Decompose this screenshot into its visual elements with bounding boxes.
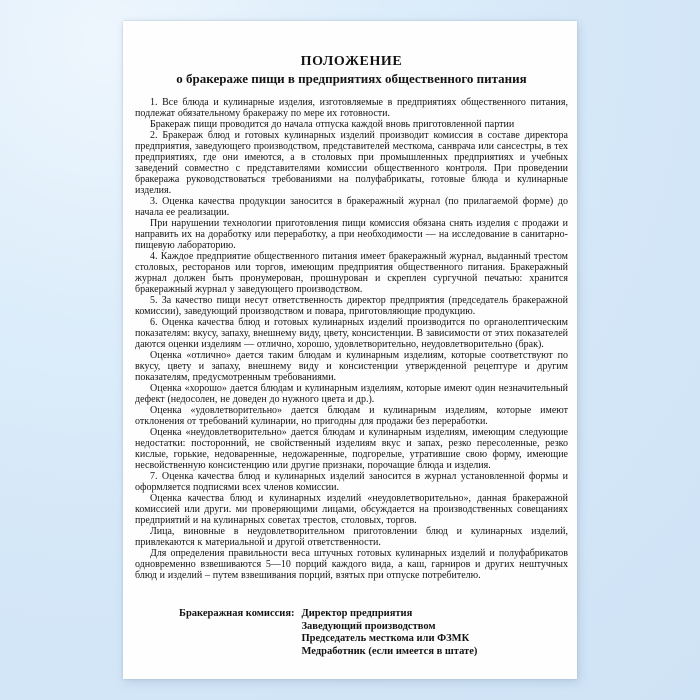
document-subtitle: о бракераже пищи в предприятиях общественного питания [176,71,527,86]
document-title: ПОЛОЖЕНИЕ [300,54,403,69]
document-content [123,21,577,658]
paragraph: Оценка качества блюд и кулинарных изделий «неудовлетворительно», данная бракеражной комиссией или други. ми проверяющими лицами, обсуждается на производственных совещаниях предприятий и на кулинарных советах трестов, столовых, торгов. [135,493,568,526]
paragraph: 7. Оценка качества блюд и кулинарных изделий заносится в журнал установленной формы и оформляется подписями всех членов комиссии. [135,471,568,493]
commission-members [302,608,478,658]
commission-member: Директор предприятия [301,608,413,619]
paragraph: 2. Бракераж блюд и готовых кулинарных изделий производит комиссия в составе директора предприятия, заведующего производством, представителей месткома, санврача или сансестры, в тех предприятиях, где они имеются, а в столовых при промышленных предприятиях и учебных заведений совместно с представителями комиссии общественного контроля. При проведении бракеража руководствоваться требованиями на полуфабрикаты, готовые блюда и кулинарные изделия. [135,130,568,196]
document-page [123,21,577,679]
paragraph: 3. Оценка качества продукции заносится в бракеражный журнал (по прилагаемой форме) до начала ее реализации. [135,196,568,218]
document-body [135,97,568,581]
paragraph: Бракераж пищи проводится до начала отпуска каждой вновь приготовленной партии [150,119,515,130]
paragraph: Для определения правильности веса штучных готовых кулинарных изделий и полуфабрикатов одновременно взвешиваются 5—10 порций каждого вида, а каш, гарниров и других нештучных блюд и изделий – путем взвешивания порций, взятых при отпуске потребителю. [135,548,568,581]
commission-label: Бракеражная комиссия: [179,608,295,619]
paragraph: 4. Каждое предприятие общественного питания имеет бракеражный журнал, выданный трестом столовых, ресторанов или торгов, имеющим предприятия общественного питания. Бракеражный журнал должен быть пронумерован, прошнурован и скреплен сургучной печатью: хранится бракеражный журнал у заведующего производством. [135,251,568,295]
commission-member: Заведующий производством [301,620,436,632]
commission-block [135,608,568,658]
commission-member: Председатель месткома или ФЗМК [301,633,470,644]
paragraph: Оценка «неудовлетворительно» дается блюдам и кулинарным изделиям, имеющим следующие недостатки: посторонний, не свойственный изделиям вкус и запах, резко пересоленные, резко кислые, горькие, недоваренные, недожаренные, подгорелые, утратившие свою форму, имеющие несвойственную консистенцию или другие признаки, порочащие блюда и изделия. [135,427,568,471]
commission-member: Медработник (если имеется в штате) [301,645,478,657]
paragraph: Оценка «удовлетворительно» дается блюдам и кулинарным изделиям, которые имеют отклонения от требований кулинарии, но пригодны для продажи без переработки. [135,405,568,427]
paragraph: При нарушении технологии приготовления пищи комиссия обязана снять изделия с продажи и направить их на доработку или переработку, а при необходимости — на исследование в санитарно-пищевую лабораторию. [135,218,568,251]
paragraph: Оценка «отлично» дается таким блюдам и кулинарным изделиям, которые соответствуют по вкусу, цвету и запаху, внешнему виду и консистенции утвержденной рецептуре и другим показателям, предусмотренным требованиями. [135,350,568,383]
paragraph: Лица, виновные в неудовлетворительном приготовлении блюд и кулинарных изделий, привлекаются к материальной и другой ответственности. [135,526,568,548]
paragraph: Оценка «хорошо» дается блюдам и кулинарным изделиям, которые имеют один незначительный дефект (недосолен, не доведен до нужного цвета и др.). [135,383,568,405]
paragraph: 6. Оценка качества блюд и готовых кулинарных изделий производится по органолептическим показателям: вкусу, запаху, внешнему виду, цвету, консистенции. В зависимости от этих показателей даются оценки изделиям — отлично, хорошо, удовлетворительно, неудовлетворительно (брак). [135,317,568,350]
paragraph: 5. За качество пищи несут ответственность директор предприятия (председатель бракеражной комиссии), заведующий производством и повара, приготовляющие продукцию. [135,295,568,317]
paragraph: 1. Все блюда и кулинарные изделия, изготовляемые в предприятиях общественного питания, подлежат обязательному бракеражу по мере их готовности. [135,97,568,119]
